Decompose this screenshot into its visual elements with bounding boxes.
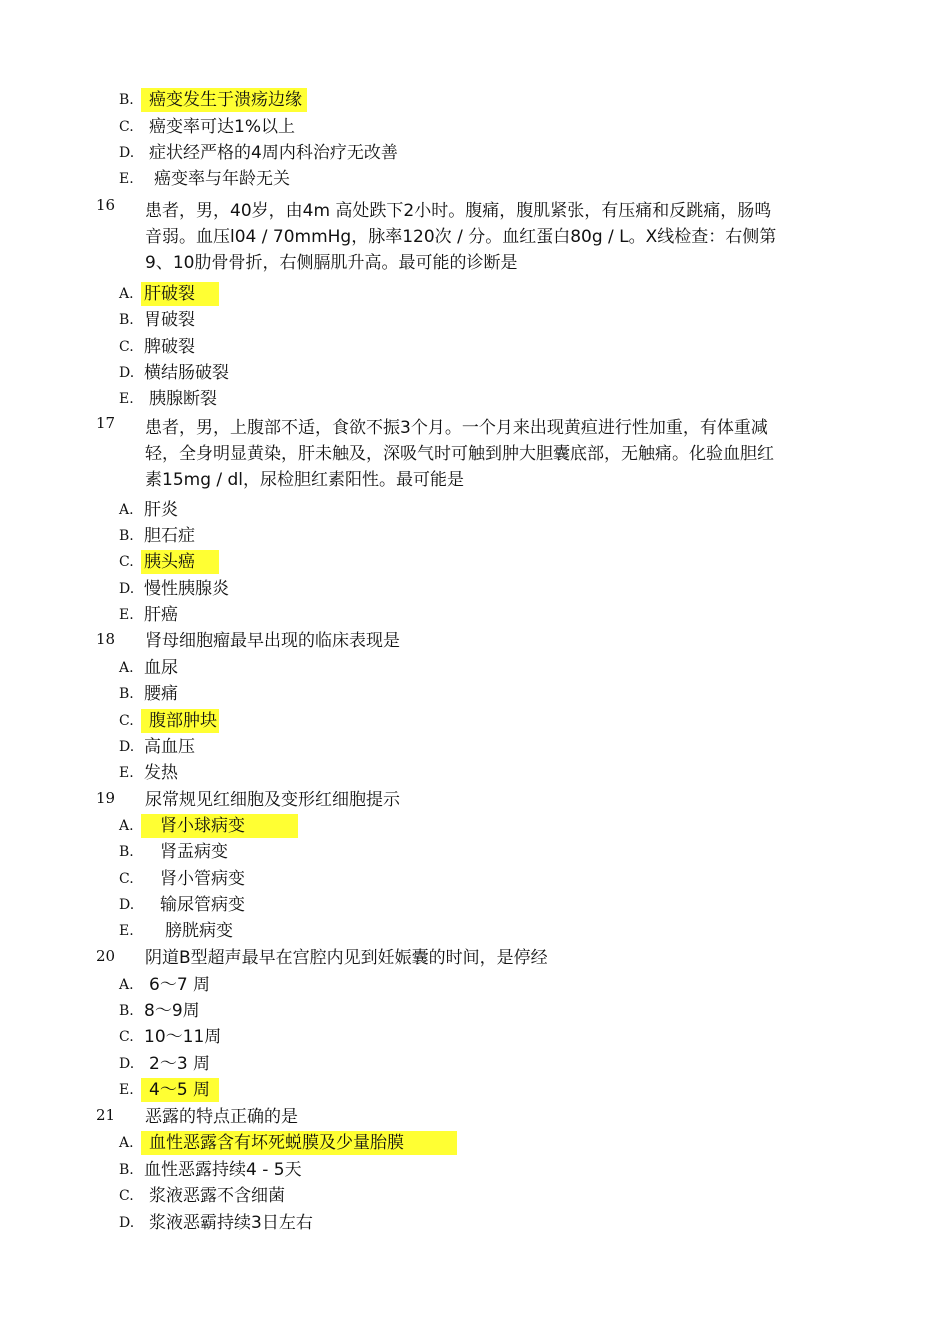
option-text-highlighted: 腹部肿块 (141, 709, 219, 733)
option-text: 胆石症 (144, 526, 195, 546)
option-text: 肝炎 (144, 500, 178, 520)
option-text: 血尿 (144, 658, 178, 678)
option-text-highlighted: 胰头癌 (141, 550, 219, 574)
option-text: 癌变率可达1%以上 (149, 117, 295, 137)
option-letter: C. (119, 871, 134, 887)
option-text: 腰痛 (144, 684, 178, 704)
option-text: 浆液恶露不含细菌 (149, 1186, 285, 1206)
option-letter: B. (119, 844, 134, 860)
option-letter: C. (119, 1188, 134, 1204)
option-letter: B. (119, 92, 134, 108)
option-text-highlighted: 肾小球病变 (141, 814, 298, 838)
option-text: 8〜9周 (144, 1001, 200, 1021)
question-text: 恶露的特点正确的是 (145, 1107, 298, 1127)
option-letter: B. (119, 528, 134, 544)
option-letter: D. (119, 1215, 135, 1231)
option-letter: C. (119, 119, 134, 135)
option-letter: A. (119, 977, 134, 993)
option-text: 癌变率与年龄无关 (154, 169, 290, 189)
question-number: 18 (96, 630, 116, 648)
option-letter: D. (119, 739, 135, 755)
option-letter: E. (119, 1082, 134, 1098)
option-text: 血性恶露持续4 - 5天 (144, 1160, 302, 1180)
question-number: 20 (96, 947, 116, 965)
option-text: 10～11周 (144, 1027, 222, 1047)
option-text: 慢性胰腺炎 (144, 579, 229, 599)
option-letter: C. (119, 339, 134, 355)
option-text-highlighted: 癌变发生于溃疡边缘 (141, 88, 307, 112)
question-number: 19 (96, 789, 116, 807)
option-letter: E. (119, 923, 134, 939)
option-text-highlighted: 血性恶露含有坏死蜕膜及少量胎膜 (141, 1131, 457, 1155)
option-text: 肾小管病变 (160, 869, 245, 889)
option-letter: E. (119, 765, 134, 781)
option-letter: D. (119, 365, 135, 381)
option-letter: B. (119, 312, 134, 328)
option-text: 高血压 (144, 737, 195, 757)
option-text: 症状经严格的4周内科治疗无改善 (149, 143, 398, 163)
option-letter: B. (119, 1003, 134, 1019)
option-letter: B. (119, 686, 134, 702)
option-text: 脾破裂 (144, 337, 195, 357)
question-text: 肾母细胞瘤最早出现的临床表现是 (145, 631, 400, 651)
option-text-highlighted: 4～5 周 (141, 1078, 219, 1102)
option-letter: D. (119, 581, 135, 597)
question-text: 尿常规见红细胞及变形红细胞提示 (145, 790, 400, 810)
question-text: 患者，男，40岁，由4m 高处跌下2小时。腹痛，腹肌紧张，有压痛和反跳痛，肠鸣音弱。血压l04 / 70mmHg，脉率120次 / 分。血红蛋白80g / L。X线检查：右侧第9、10肋骨骨折，右侧膈肌升高。最可能的诊断是 (145, 201, 777, 273)
option-letter: B. (119, 1162, 134, 1178)
option-text: 膀胱病变 (165, 921, 233, 941)
option-letter: A. (119, 1135, 134, 1151)
option-letter: C. (119, 1029, 134, 1045)
option-text-highlighted: 肝破裂 (141, 282, 219, 306)
option-letter: D. (119, 1056, 135, 1072)
option-letter: E. (119, 171, 134, 187)
option-letter: D. (119, 145, 135, 161)
option-text: 胃破裂 (144, 310, 195, 330)
question-text: 患者，男，上腹部不适，食欲不振3个月。一个月来出现黄疸进行性加重，有体重减轻，全身明显黄染，肝未触及，深吸气时可触到肿大胆囊底部，无触痛。化验血胆红素15mg / dl，尿检胆红素阳性。最可能是 (145, 418, 774, 490)
option-letter: E. (119, 391, 134, 407)
option-text: 6～7 周 (149, 975, 211, 995)
question-number: 16 (96, 196, 116, 214)
option-text: 肝癌 (144, 605, 178, 625)
option-text: 浆液恶霸持续3日左右 (149, 1213, 313, 1233)
option-text: 胰腺断裂 (149, 389, 217, 409)
question-number: 17 (96, 414, 116, 432)
option-text: 输尿管病变 (160, 895, 245, 915)
option-letter: C. (119, 554, 134, 570)
option-letter: C. (119, 713, 134, 729)
option-letter: E. (119, 607, 134, 623)
option-letter: A. (119, 502, 134, 518)
option-text: 肾盂病变 (160, 842, 228, 862)
question-text: 阴道B型超声最早在宫腔内见到妊娠囊的时间，是停经 (145, 948, 548, 968)
option-letter: D. (119, 897, 135, 913)
option-letter: A. (119, 286, 134, 302)
option-text: 横结肠破裂 (144, 363, 229, 383)
option-letter: A. (119, 660, 134, 676)
option-letter: A. (119, 818, 134, 834)
question-number: 21 (96, 1106, 116, 1124)
option-text: 发热 (144, 763, 178, 783)
option-text: 2～3 周 (149, 1054, 211, 1074)
